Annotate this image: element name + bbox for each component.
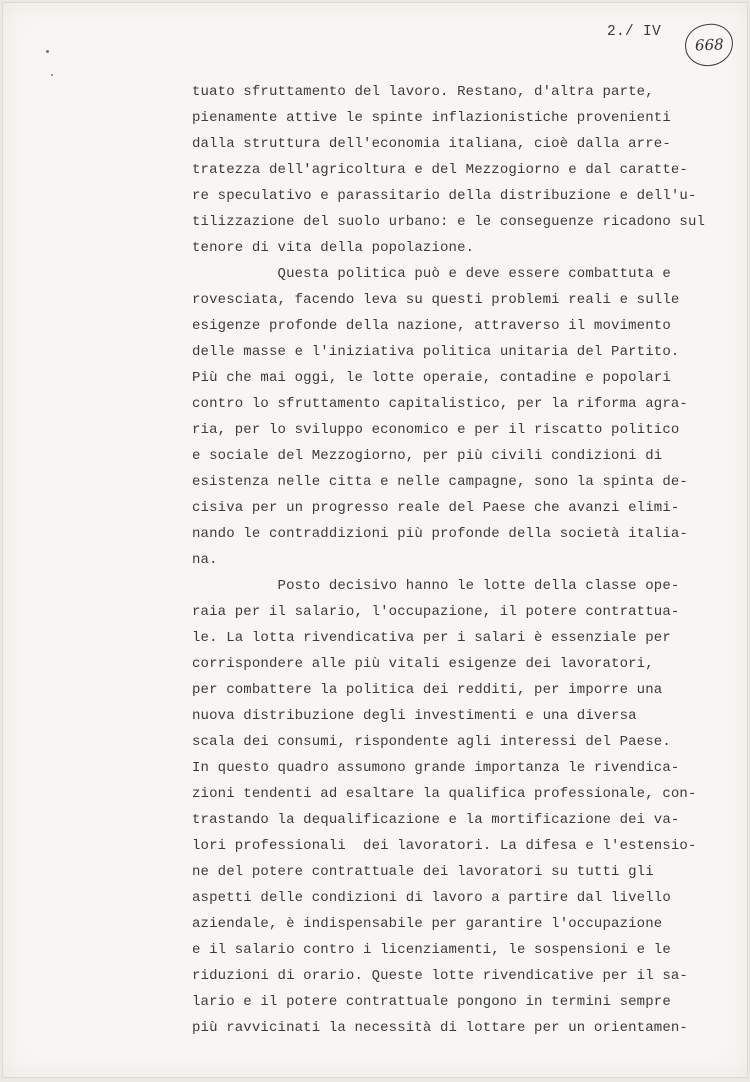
text-line: ne del potere contrattuale dei lavoratori su tutti gli	[192, 864, 654, 880]
text-line: trastando la dequalificazione e la mortificazione dei va-	[192, 812, 680, 828]
text-line: aspetti delle condizioni di lavoro a partire dal livello	[192, 890, 671, 906]
text-line: cisiva per un progresso reale del Paese che avanzi elimi-	[192, 500, 680, 516]
text-line: e sociale del Mezzogiorno, per più civili condizioni di	[192, 448, 663, 464]
text-line: e il salario contro i licenziamenti, le sospensioni e le	[192, 942, 671, 958]
text-line: ria, per lo sviluppo economico e per il riscatto politico	[192, 422, 680, 438]
body-text	[192, 79, 737, 1041]
paper-speck	[51, 74, 53, 76]
text-line: le. La lotta rivendicativa per i salari è essenziale per	[192, 630, 671, 646]
text-line: re speculativo e parassitario della distribuzione e dell'u-	[192, 188, 697, 204]
text-line: riduzioni di orario. Queste lotte rivendicative per il sa-	[192, 968, 688, 984]
text-line: per combattere la politica dei redditi, per imporre una	[192, 682, 663, 698]
text-line: contro lo sfruttamento capitalistico, per la riforma agra-	[192, 396, 688, 412]
text-line: tuato sfruttamento del lavoro. Restano, d'altra parte,	[192, 84, 654, 100]
paper-speck	[46, 50, 49, 53]
text-line: nando le contraddizioni più profonde della società italia-	[192, 526, 688, 542]
text-line: esigenze profonde della nazione, attraverso il movimento	[192, 318, 671, 334]
text-line: scala dei consumi, rispondente agli interessi del Paese.	[192, 734, 671, 750]
text-line: più ravvicinati la necessità di lottare per un orientamen-	[192, 1020, 688, 1036]
text-line: nuova distribuzione degli investimenti e una diversa	[192, 708, 637, 724]
text-line: raia per il salario, l'occupazione, il potere contrattua-	[192, 604, 680, 620]
text-line: tenore di vita della popolazione.	[192, 240, 475, 256]
text-line: In questo quadro assumono grande importanza le rivendica-	[192, 760, 680, 776]
archive-stamp	[683, 22, 735, 69]
text-line: tilizzazione del suolo urbano: e le conseguenze ricadono sul	[192, 214, 706, 230]
text-line: Posto decisivo hanno le lotte della classe ope-	[192, 578, 680, 594]
text-line: pienamente attive le spinte inflazionistiche provenienti	[192, 110, 671, 126]
text-line: corrispondere alle più vitali esigenze dei lavoratori,	[192, 656, 654, 672]
text-line: esistenza nelle citta e nelle campagne, sono la spinta de-	[192, 474, 688, 490]
text-line: na.	[192, 552, 218, 568]
document-page	[2, 2, 748, 1078]
text-line: Questa politica può e deve essere combattuta e	[192, 266, 671, 282]
text-line: zioni tendenti ad esaltare la qualifica professionale, con-	[192, 786, 697, 802]
text-line: Più che mai oggi, le lotte operaie, contadine e popolari	[192, 370, 671, 386]
text-line: tratezza dell'agricoltura e del Mezzogiorno e dal caratte-	[192, 162, 688, 178]
text-line: delle masse e l'iniziativa politica unitaria del Partito.	[192, 344, 680, 360]
archive-stamp-number: 668	[694, 35, 724, 55]
text-line: rovesciata, facendo leva su questi problemi reali e sulle	[192, 292, 680, 308]
text-line: lori professionali dei lavoratori. La difesa e l'estensio-	[192, 838, 697, 854]
page-number: 2./ IV	[607, 24, 662, 40]
text-line: dalla struttura dell'economia italiana, cioè dalla arre-	[192, 136, 671, 152]
text-line: aziendale, è indispensabile per garantire l'occupazione	[192, 916, 663, 932]
text-line: lario e il potere contrattuale pongono in termini sempre	[192, 994, 671, 1010]
